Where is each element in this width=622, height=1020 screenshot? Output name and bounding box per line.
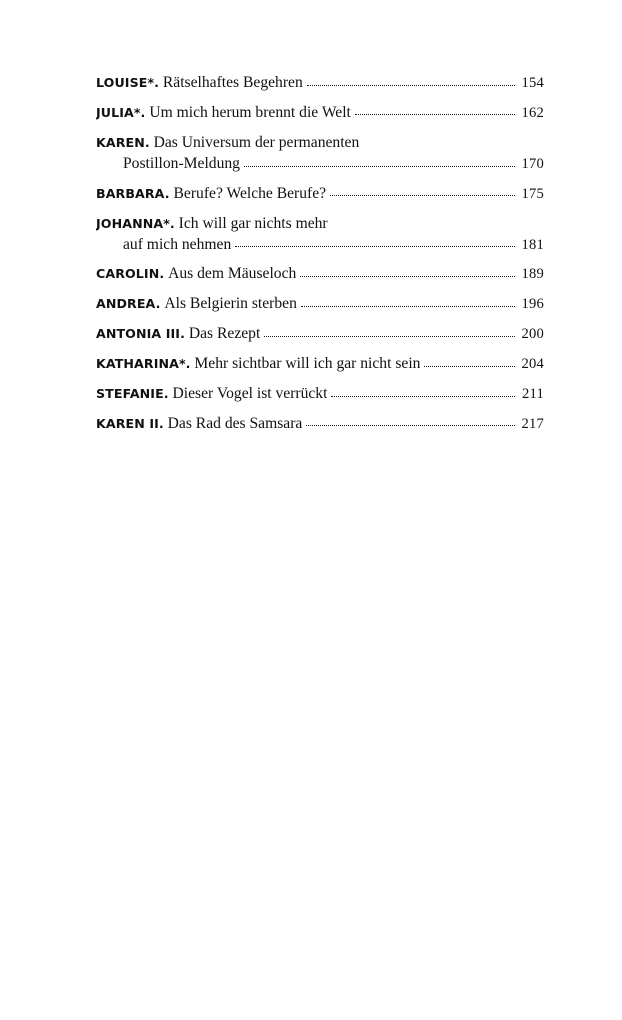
toc-page-number: 189 [521,266,544,283]
toc-entry-text [96,104,351,122]
toc-entry-line [96,215,544,233]
toc-leader-dots [306,416,515,427]
toc-entry-line [96,415,544,433]
toc-entry-line [96,295,544,313]
toc-entry-title: Als Belgierin sterben [164,295,297,313]
toc-entry-title: Ich will gar nichts mehr [178,214,328,232]
toc-entry-speaker: KAREN II. [96,415,164,431]
toc-leader-dots [300,266,515,277]
toc-entry-title: Das Universum der permanenten [153,133,360,151]
toc-leader-dots [264,326,515,337]
toc-page-number: 196 [521,296,544,313]
toc-entry-title: Berufe? Welche Berufe? [173,184,327,202]
toc-entry-text [96,385,327,403]
toc-entry-speaker: JOHANNA*. [96,215,175,231]
toc-entry[interactable] [96,385,544,403]
toc-entry-title: Das Rezept [188,325,261,343]
toc-entry-text [96,74,303,92]
toc-entry-speaker: KAREN. [96,134,150,150]
toc-entry[interactable] [96,74,544,92]
toc-page-number: 170 [521,156,544,173]
toc-entry-speaker: KATHARINA*. [96,356,191,372]
toc-entry[interactable] [96,415,544,433]
toc-entry-continuation: Postillon-Meldung [123,155,240,173]
toc-entry[interactable] [96,215,544,254]
toc-entry-text [96,325,260,343]
toc-entry[interactable] [96,295,544,313]
toc-entry-text [96,185,326,203]
toc-page-number: 175 [521,185,544,202]
toc-leader-dots [244,156,515,167]
toc-entry-title: Dieser Vogel ist verrückt [172,385,328,403]
toc-entry-text [96,295,297,313]
table-of-contents [96,74,544,433]
toc-entry-line [96,185,544,203]
toc-entry-speaker: BARBARA. [96,185,170,201]
toc-entry[interactable] [96,325,544,343]
toc-entry-text [96,415,302,433]
toc-leader-dots [307,75,515,86]
toc-entry-title: Aus dem Mäuseloch [168,265,297,283]
toc-entry-speaker: JULIA*. [96,104,146,120]
toc-entry-title: Mehr sichtbar will ich gar nicht sein [194,355,421,373]
toc-page-number: 162 [521,104,544,121]
toc-leader-dots [331,386,515,397]
toc-page-number: 204 [521,356,544,373]
toc-page-number: 217 [521,415,544,432]
toc-entry-line [96,265,544,283]
toc-entry[interactable] [96,104,544,122]
toc-entry-speaker: ANDREA. [96,296,161,312]
toc-entry-text [96,265,296,283]
toc-page-number: 200 [521,326,544,343]
toc-entry[interactable] [96,185,544,203]
toc-leader-dots [301,296,515,307]
toc-page-number: 211 [522,386,544,403]
toc-leader-dots [424,356,515,367]
toc-entry-speaker: STEFANIE. [96,386,169,402]
toc-entry-continuation: auf mich nehmen [123,235,232,253]
toc-entry-line [96,74,544,92]
toc-entry-continuation-line [96,236,544,254]
toc-leader-dots [330,186,515,197]
toc-entry-title: Um mich herum brennt die Welt [149,103,351,121]
toc-page-number: 154 [521,75,544,91]
toc-leader-dots [235,237,515,248]
toc-page-number: 181 [521,236,544,253]
toc-leader-dots [355,105,515,116]
toc-entry-continuation-line [96,155,544,173]
toc-entry-title: Rätselhaftes Begehren [162,74,303,91]
toc-entry-text [96,134,359,152]
toc-entry-text [96,355,420,373]
toc-entry[interactable] [96,134,544,173]
toc-entry-line [96,385,544,403]
toc-entry-line [96,134,544,152]
toc-entry-line [96,325,544,343]
toc-entry[interactable] [96,355,544,373]
toc-entry[interactable] [96,265,544,283]
toc-entry-text [96,215,328,233]
toc-entry-speaker: CAROLIN. [96,266,165,282]
toc-entry-title: Das Rad des Samsara [167,414,303,432]
toc-entry-line [96,355,544,373]
toc-entry-speaker: LOUISE*. [96,75,160,90]
toc-entry-speaker: ANTONIA III. [96,326,185,342]
toc-entry-line [96,104,544,122]
